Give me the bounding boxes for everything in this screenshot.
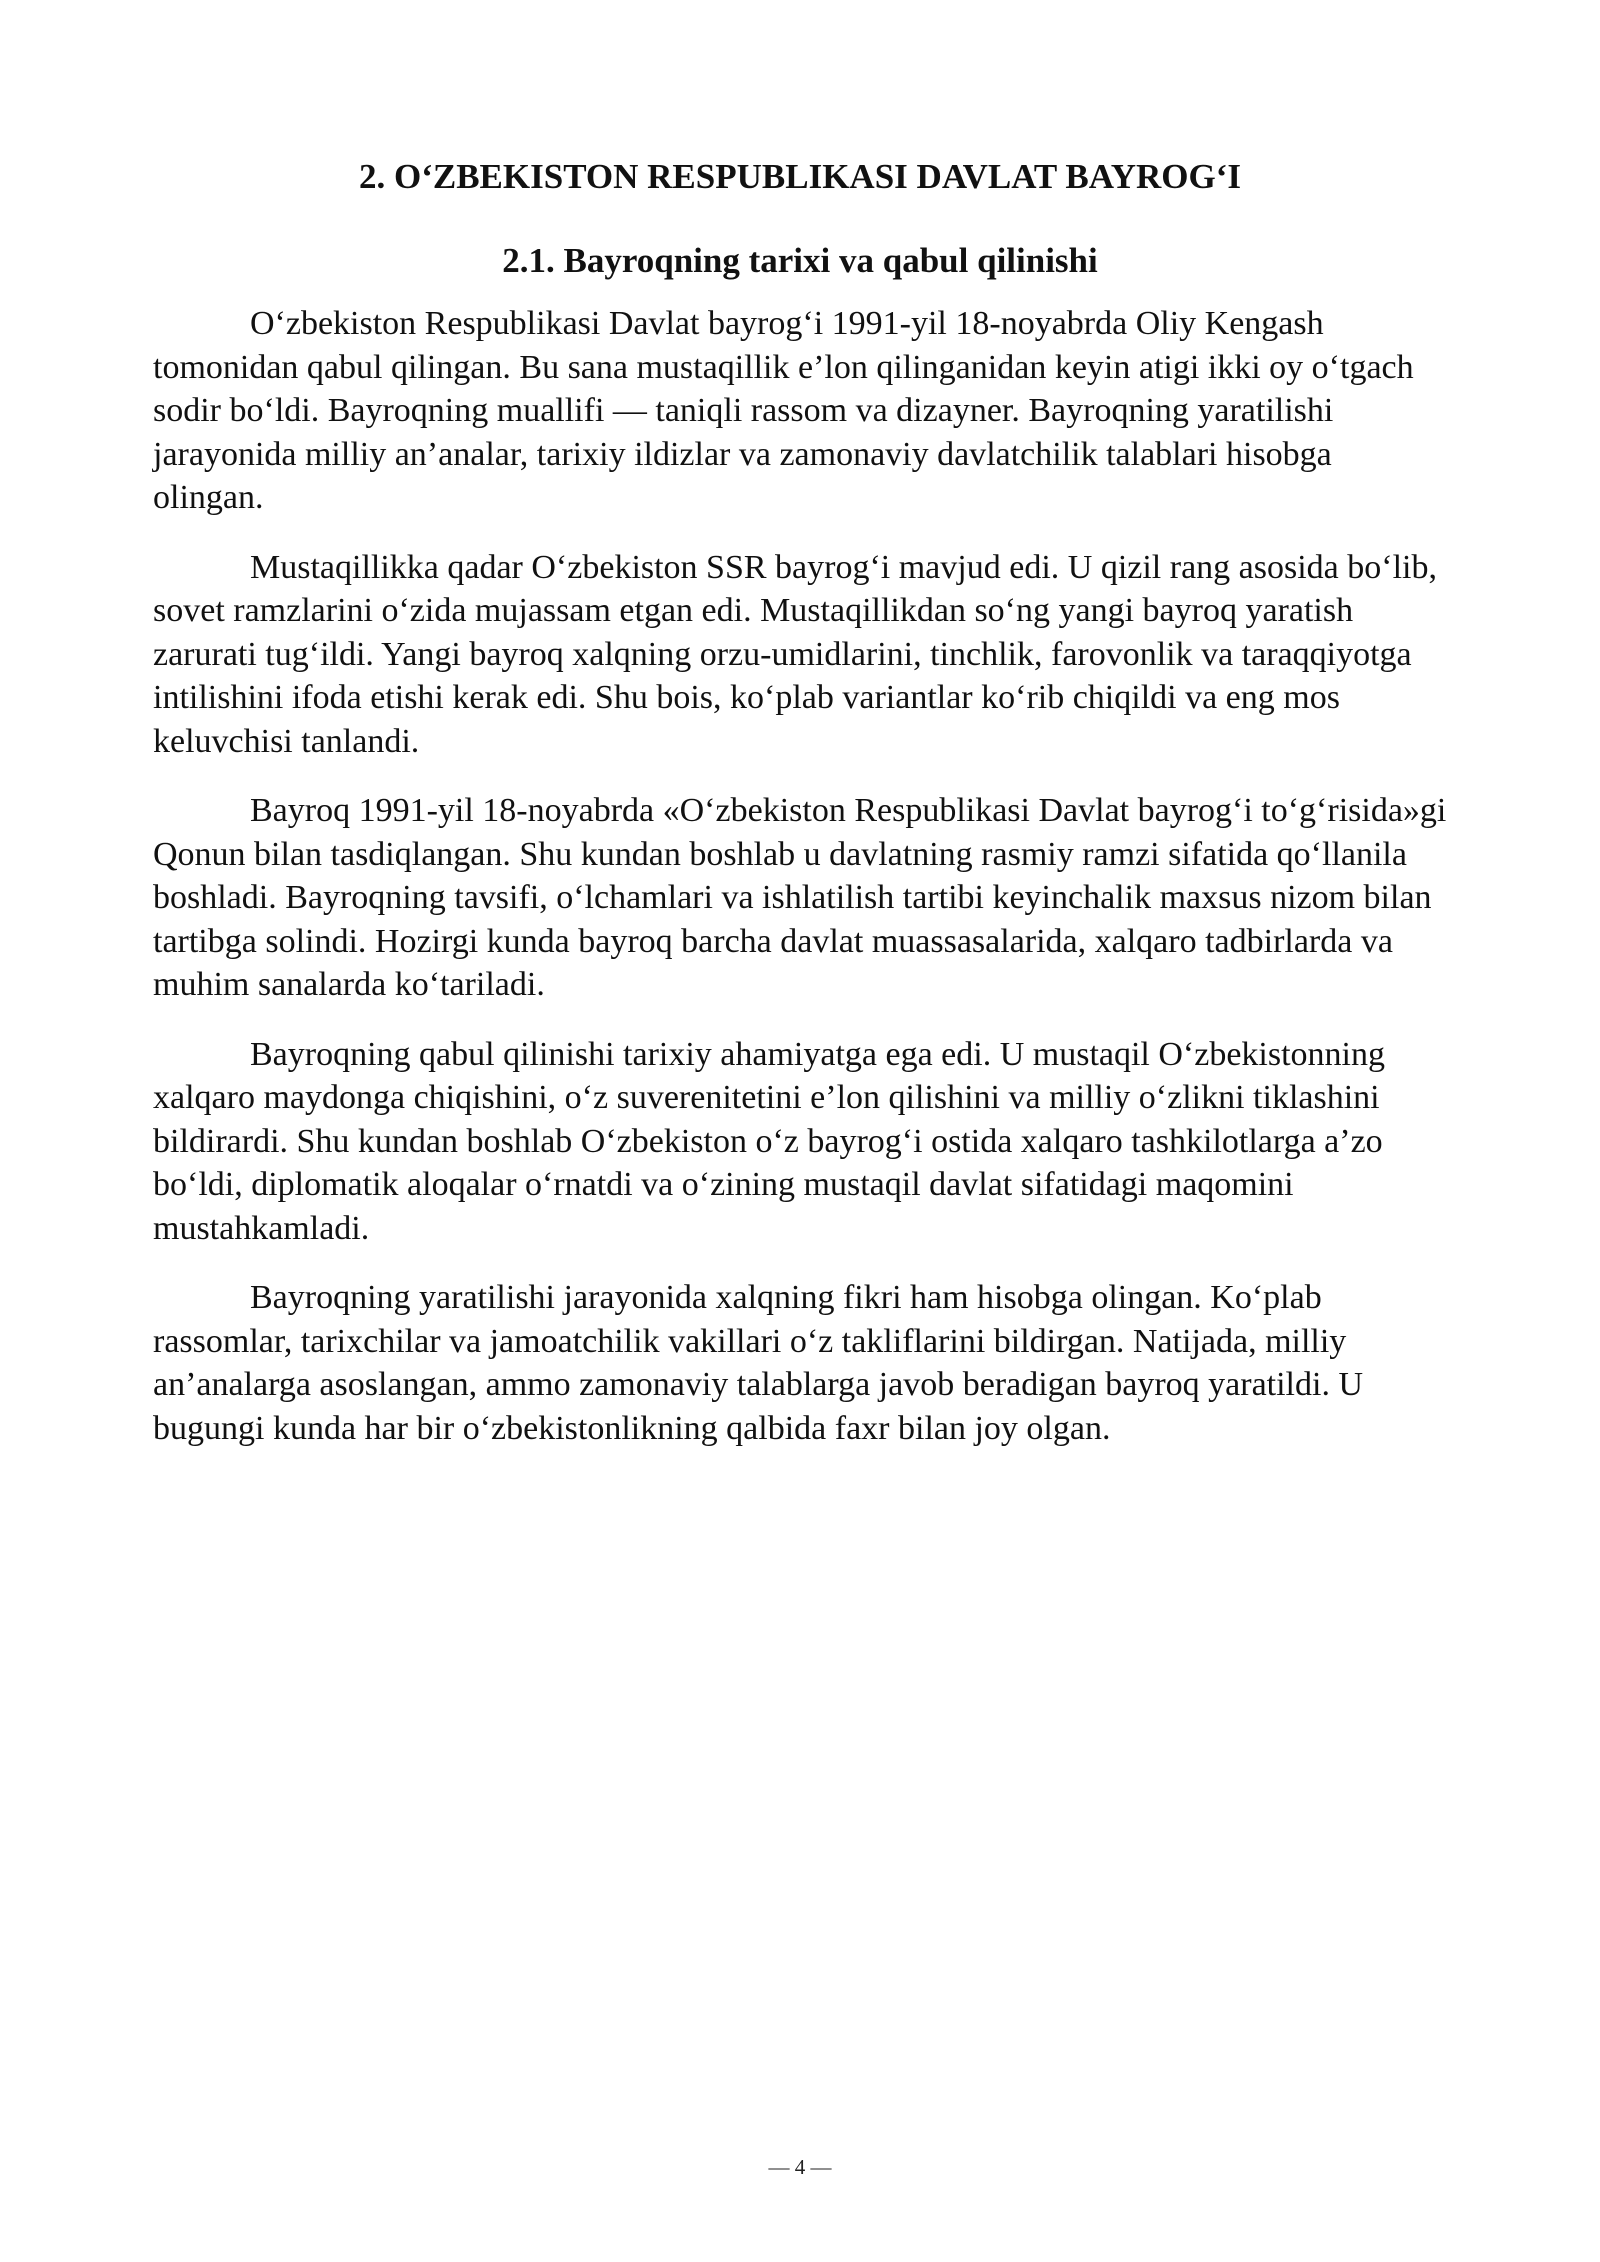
body-paragraph: Mustaqillikka qadar O‘zbekiston SSR bayrog‘i mavjud edi. U qizil rang asosida bo‘lib, sovet ramzlarini o‘zida mujassam etgan edi. Mustaqillikdan so‘ng yangi bayroq yaratish zarurati tug‘ildi. Yangi bayroq xalqning orzu-umidlarini, tinchlik, farovonlik va taraqqiyotga intilishini ifoda etishi kerak edi. Shu bois, ko‘plab variantlar ko‘rib chiqildi va eng mos keluvchisi tanlandi.	[153, 548, 1437, 760]
chapter-title: 2. O‘ZBEKISTON RESPUBLIKASI DAVLAT BAYROG‘I	[358, 157, 1242, 196]
body-paragraph: Bayroqning qabul qilinishi tarixiy ahamiyatga ega edi. U mustaqil O‘zbekistonning xalqaro maydonga chiqishini, o‘z suverenitetini e’lon qilishini va milliy o‘zlikni tiklashini bildirardi. Shu kundan boshlab O‘zbekiston o‘z bayrog‘i ostida xalqaro tashkilotlarga a’zo bo‘ldi, diplomatik aloqalar o‘rnatdi va o‘zining mustaqil davlat sifatidagi maqomini mustahkamladi.	[153, 1035, 1385, 1247]
body-paragraph: O‘zbekiston Respublikasi Davlat bayrog‘i 1991-yil 18-noyabrda Oliy Kengash tomonidan qabul qilingan. Bu sana mustaqillik e’lon qilinganidan keyin atigi ikki oy o‘tgach sodir bo‘ldi. Bayroqning muallifi — taniqli rassom va dizayner. Bayroqning yaratilishi jarayonida milliy an’analar, tarixiy ildizlar va zamonaviy davlatchilik talablari hisobga olingan.	[153, 305, 1414, 516]
body-paragraph: Bayroqning yaratilishi jarayonida xalqning fikri ham hisobga olingan. Ko‘plab rassomlar, tarixchilar va jamoatchilik vakillari o‘z takliflarini bildirgan. Natijada, milliy an’analarga asoslangan, ammo zamonaviy talablarga javob beradigan bayroq yaratildi. U bugungi kunda har bir o‘zbekistonlikning qalbida faxr bilan joy olgan.	[153, 1279, 1364, 1447]
body-paragraph: Bayroq 1991-yil 18-noyabrda «O‘zbekiston Respublikasi Davlat bayrog‘i to‘g‘risida»gi Qonun bilan tasdiqlangan. Shu kundan boshlab u davlatning rasmiy ramzi sifatida qo‘llanila boshladi. Bayroqning tavsifi, o‘lchamlari va ishlatilish tartibi keyinchalik maxsus nizom bilan tartibga solindi. Hozirgi kunda bayroq barcha davlat muassasalarida, xalqaro tadbirlarda va muhim sanalarda ko‘tariladi.	[153, 792, 1447, 1003]
page-number: — 4 —	[768, 2155, 832, 2179]
section-title: 2.1. Bayroqning tarixi va qabul qilinishi	[502, 241, 1098, 280]
page-content	[153, 150, 1447, 1476]
